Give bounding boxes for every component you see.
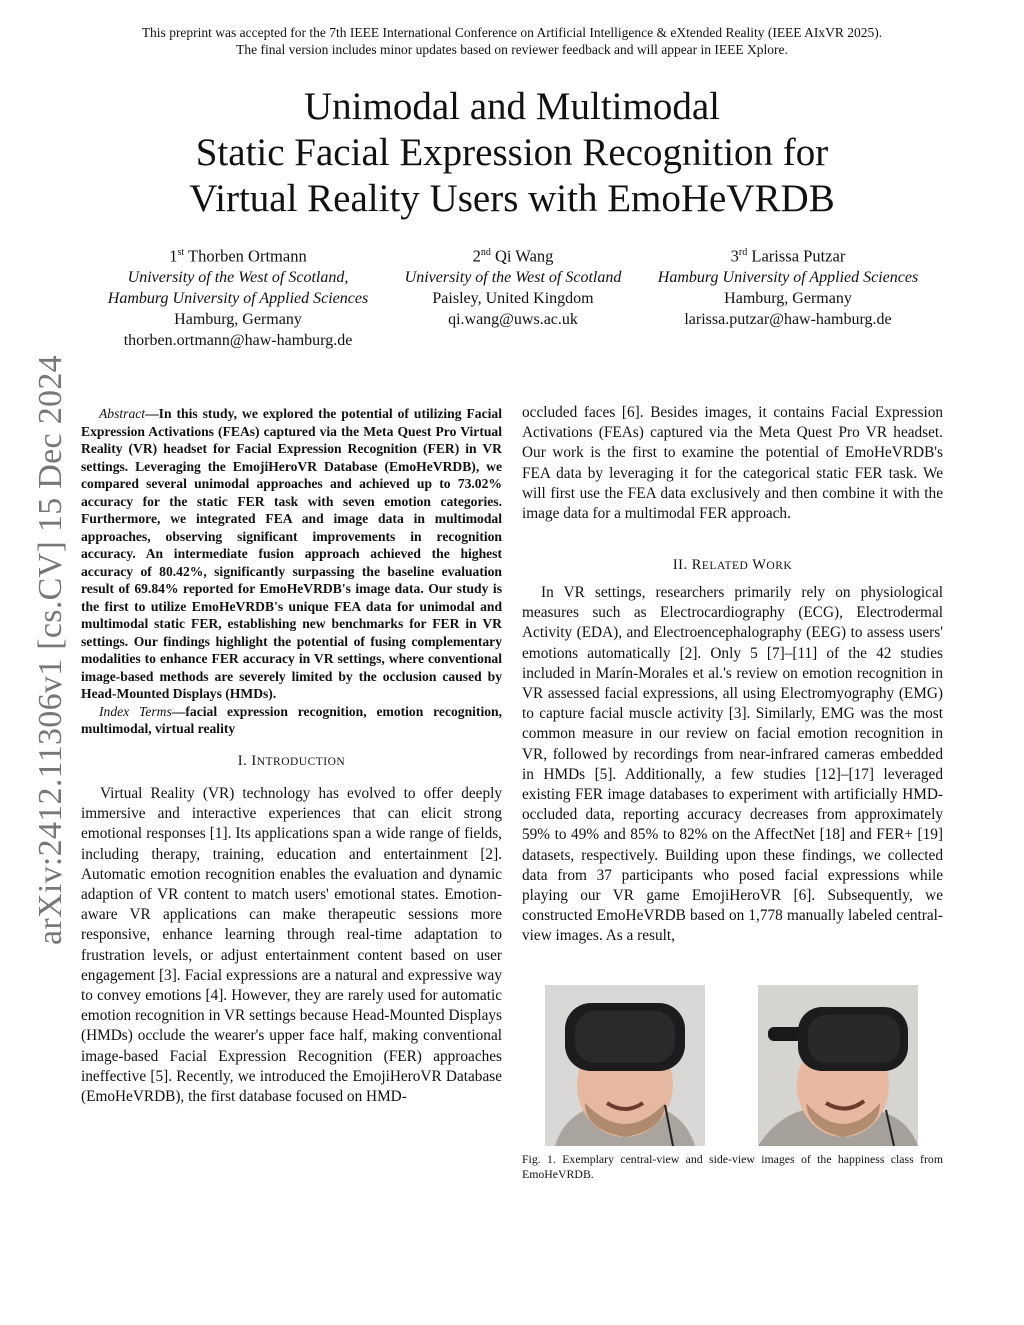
- central-view-illustration: [545, 985, 705, 1146]
- author-1-affiliation-1: University of the West of Scotland,: [127, 268, 349, 286]
- author-3-ordinal-suffix: rd: [738, 247, 748, 258]
- side-view-illustration: [758, 985, 918, 1146]
- title-line-2: Static Facial Expression Recognition for: [195, 131, 829, 174]
- author-2-location: Paisley, United Kingdom: [432, 289, 594, 307]
- author-1-ordinal: 1: [169, 246, 178, 266]
- right-column-continuation: [522, 403, 943, 524]
- author-1-affiliation-2: Hamburg University of Applied Sciences: [107, 289, 369, 307]
- author-3-name: Larissa Putzar: [751, 246, 846, 266]
- continuation-paragraph: occluded faces [6]. Besides images, it contains Facial Expression Activations (FEAs) captured via the Meta Quest Pro VR headset. Our work is the first to examine the potential of EmoHeVRDB's FEA data by leveraging it for the categorical static FER task. We will first use the FEA data exclusively and then combine it with the image data for a multimodal FER approach.: [522, 404, 943, 523]
- related-heading-initial-2: W: [752, 557, 767, 573]
- figure-side-view-image: [758, 985, 918, 1146]
- intro-heading-initial: I: [251, 753, 257, 769]
- author-2-ordinal: 2: [472, 246, 481, 266]
- intro-section-number: I.: [237, 753, 248, 769]
- related-work-body: [522, 583, 943, 947]
- notice-line-2: The final version includes minor updates based on reviewer feedback and will appear in IEEE Xplore.: [236, 42, 788, 57]
- notice-line-1: This preprint was accepted for the 7th IEEE International Conference on Artificial Intelligence & eXtended Reality (IEEE AIxVR 2025).: [141, 25, 883, 40]
- author-3: [638, 242, 938, 330]
- introduction-body: [81, 784, 502, 1107]
- preprint-notice: [0, 24, 1024, 58]
- intro-paragraph: Virtual Reality (VR) technology has evolved to offer deeply immersive and interactive experiences that can elicit strong emotional responses [1]. Its applications span a wide range of fields, including therapy, training, education and entertainment [2]. Automatic emotion recognition enables the evaluation and dynamic adaption of VR content to match users' emotional states. Emotion-aware VR applications can make therapeutic sessions more responsive, enhance learning through real-time adaptation to frustration levels, or adjust entertainment content based on user engagement [3]. Facial expressions are a natural and expressive way to convey emotions [4]. However, they are rarely used for automatic emotion recognition in VR settings because Head-Mounted Displays (HMDs) occlude the wearer's upper face half, making conventional image-based Facial Expression Recognition (FER) approaches ineffective [5]. Recently, we introduced the EmojiHeroVR Database (EmoHeVRDB), the first database focused on HMD-: [81, 785, 502, 1106]
- title-line-3: Virtual Reality Users with EmoHeVRDB: [189, 177, 835, 220]
- author-2-affiliation-1: University of the West of Scotland: [404, 268, 622, 286]
- abstract-text: —In this study, we explored the potential of utilizing Facial Expression Activations (FEAs) captured via the Meta Quest Pro Virtual Reality (VR) headset for Facial Expression Recognition (FER) in VR settings. Leveraging the EmojiHeroVR Database (EmoHeVRDB), we compared several unimodal approaches and achieved up to 73.02% accuracy for the static FER task with seven emotion categories. Furthermore, we integrated FEA and image data in multimodal approaches, observing significant improvements in recognition accuracy. An intermediate fusion approach achieved the highest accuracy of 80.42%, significantly surpassing the baseline evaluation result of 69.84% reported for EmoHeVRDB's image data. Our study is the first to utilize EmoHeVRDB's unique FEA data for unimodal and multimodal static FER, establishing new benchmarks for FER in VR settings. Our findings highlight the potential of fusing complementary modalities to enhance FER accuracy in VR settings, where conventional image-based methods are severely limited by the occlusion caused by Head-Mounted Displays (HMDs).: [81, 406, 502, 701]
- author-3-location: Hamburg, Germany: [724, 289, 852, 307]
- paper-title: [0, 84, 1024, 222]
- author-1-email[interactable]: thorben.ortmann@haw-hamburg.de: [123, 331, 353, 349]
- index-terms-text: —facial expression recognition, emotion recognition, multimodal, virtual reality: [81, 703, 502, 736]
- figure-central-view-image: [545, 985, 705, 1146]
- author-2-ordinal-suffix: nd: [480, 247, 491, 258]
- section-heading-introduction: [81, 753, 502, 770]
- author-block: [88, 242, 958, 352]
- abstract: [81, 405, 502, 738]
- related-work-paragraph: In VR settings, researchers primarily rely on physiological measures such as Electrocardiography (ECG), Electrodermal Activity (EDA), and Electroencephalography (EEG) to assess users' emotions automatically [2]. Only 5 [7]–[11] of the 42 studies included in Marín-Morales et al.'s review on emotion recognition in VR assessed facial expressions, all using Electromyography (EMG) to capture facial muscle activity [3]. Similarly, EMG was the most common measure in our review on facial emotion recognition in VR, followed by recordings from near-infrared cameras embedded in HMDs [5]. Additionally, a few studies [12]–[17] leveraged existing FER image databases to experiment with artificially HMD-occluded data, reporting accuracy decreases from approximately 59% to 49% and 85% to 82% on the AffectNet [18] and FER+ [19] datasets, respectively. Building upon these findings, we collected data from 37 participants who posed facial expressions while playing our VR game EmojiHeroVR [6]. Subsequently, we constructed EmoHeVRDB based on 1,778 manually labeled central-view images. As a result,: [522, 584, 943, 945]
- author-2-name: Qi Wang: [494, 246, 554, 266]
- author-2-email[interactable]: qi.wang@uws.ac.uk: [448, 310, 578, 328]
- section-heading-related-work: [522, 557, 943, 574]
- arxiv-identifier[interactable]: arXiv:2412.11306v1 [cs.CV] 15 Dec 2024: [32, 355, 69, 945]
- author-3-email[interactable]: larissa.putzar@haw-hamburg.de: [684, 310, 892, 328]
- related-heading-rest-2: ORK: [766, 560, 793, 572]
- author-1-name: Thorben Ortmann: [188, 246, 307, 266]
- related-heading-rest-1: ELATED: [701, 560, 749, 572]
- abstract-label: Abstract: [99, 406, 146, 421]
- author-1-ordinal-suffix: st: [177, 247, 185, 258]
- author-3-affiliation-1: Hamburg University of Applied Sciences: [657, 268, 919, 286]
- author-1-location: Hamburg, Germany: [174, 310, 302, 328]
- related-section-number: II.: [672, 557, 688, 573]
- intro-heading-rest: NTRODUCTION: [256, 756, 346, 768]
- author-3-ordinal: 3: [730, 246, 739, 266]
- index-terms-label: Index Terms: [99, 703, 172, 719]
- related-heading-initial-1: R: [691, 557, 702, 573]
- title-line-1: Unimodal and Multimodal: [304, 85, 720, 128]
- author-1: [88, 242, 388, 351]
- author-2: [388, 242, 638, 330]
- figure-caption: Fig. 1. Exemplary central-view and side-view images of the happiness class from EmoHeVRDB.: [522, 1152, 943, 1181]
